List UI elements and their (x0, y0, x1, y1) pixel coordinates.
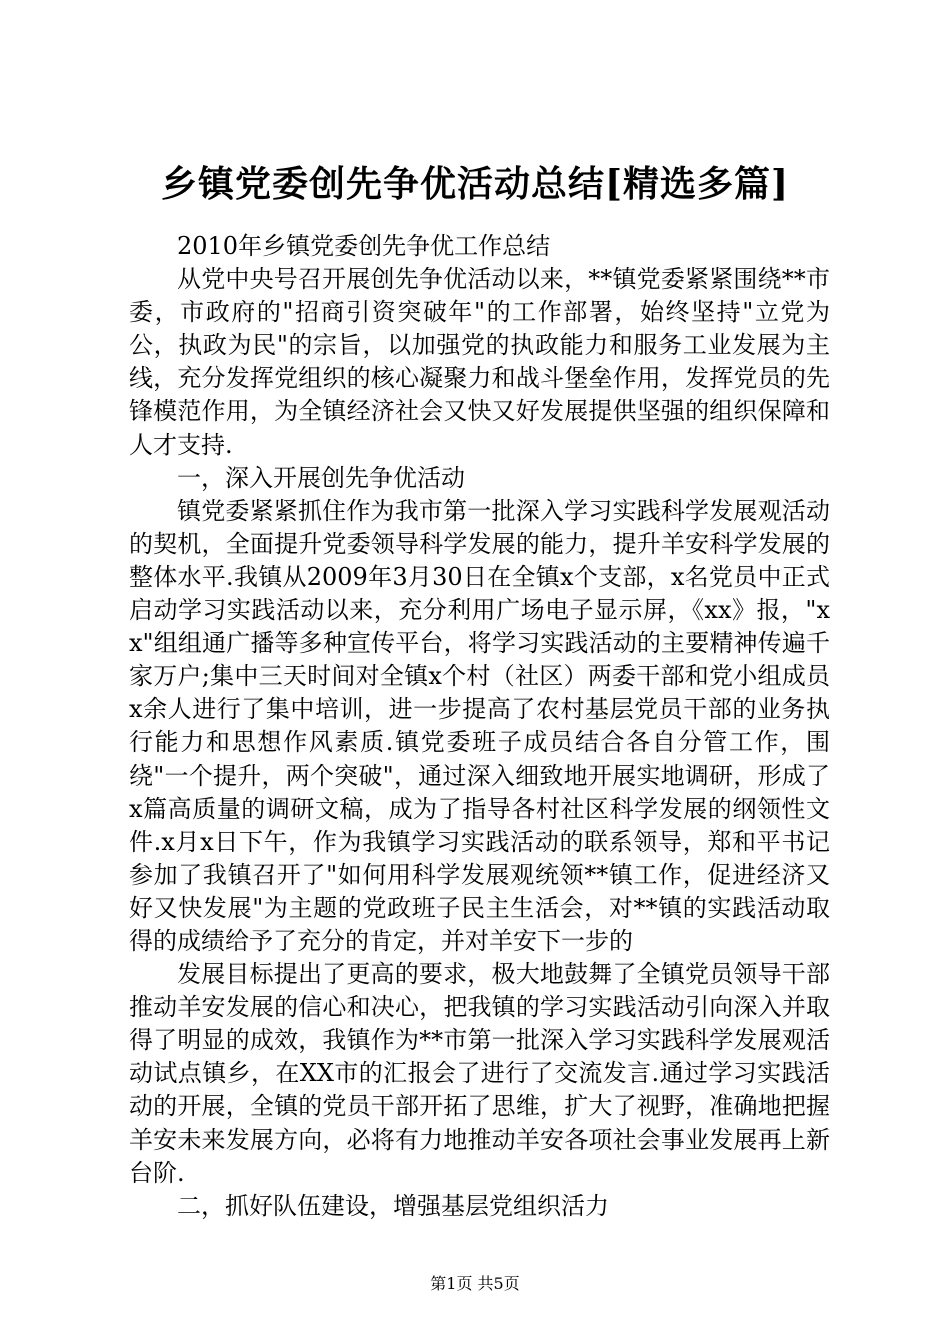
subtitle-paragraph: 2010年乡镇党委创先争优工作总结 (177, 232, 551, 260)
section-heading-1: 一，深入开展创先争优活动 (177, 463, 465, 492)
document-title: 乡镇党委创先争优活动总结[精选多篇] (160, 163, 790, 205)
document-body (129, 230, 830, 1223)
section-heading-2: 二，抓好队伍建设，增强基层党组织活力 (177, 1191, 609, 1220)
page-footer: 第1页 共5页 (430, 1274, 520, 1293)
section-1-paragraph: 镇党委紧紧抓住作为我市第一批深入学习实践科学发展观活动的契机，全面提升党委领导科学发展的能力，提升羊安科学发展的整体水平.我镇从2009年3月30日在全镇x个支部，x名党员中正式启动学习实践活动以来，充分利用广场电子显示屏，《xx》报，"xx"组组通广播等多种宣传平台，将学习实践活动的主要精神传遍千家万户;集中三天时间对全镇x个村（社区）两委干部和党小组成员x余人进行了集中培训，进一步提高了农村基层党员干部的业务执行能力和思想作风素质.镇党委班子成员结合各自分管工作，围绕"一个提升，两个突破"，通过深入细致地开展实地调研，形成了x篇高质量的调研文稿，成为了指导各村社区科学发展的纲领性文件.x月x日下午，作为我镇学习实践活动的联系领导，郑和平书记参加了我镇召开了"如何用科学发展观统领**镇工作，促进经济又好又快发展"为主题的党政班子民主生活会，对**镇的实践活动取得的成绩给予了充分的肯定，并对羊安下一步的 (129, 496, 830, 955)
intro-paragraph: 从党中央号召开展创先争优活动以来，**镇党委紧紧围绕**市委，市政府的"招商引资突破年"的工作部署，始终坚持"立党为公，执政为民"的宗旨，以加强党的执政能力和服务工业发展为主线，充分发挥党组织的核心凝聚力和战斗堡垒作用，发挥党员的先锋模范作用，为全镇经济社会又快又好发展提供坚强的组织保障和人才支持. (129, 265, 830, 459)
section-1-continued-paragraph: 发展目标提出了更高的要求，极大地鼓舞了全镇党员领导干部推动羊安发展的信心和决心，把我镇的学习实践活动引向深入并取得了明显的成效，我镇作为**市第一批深入学习实践科学发展观活动试点镇乡，在XX市的汇报会了进行了交流发言.通过学习实践活动的开展，全镇的党员干部开拓了思维，扩大了视野，准确地把握羊安未来发展方向，必将有力地推动羊安各项社会事业发展再上新台阶. (129, 960, 830, 1187)
